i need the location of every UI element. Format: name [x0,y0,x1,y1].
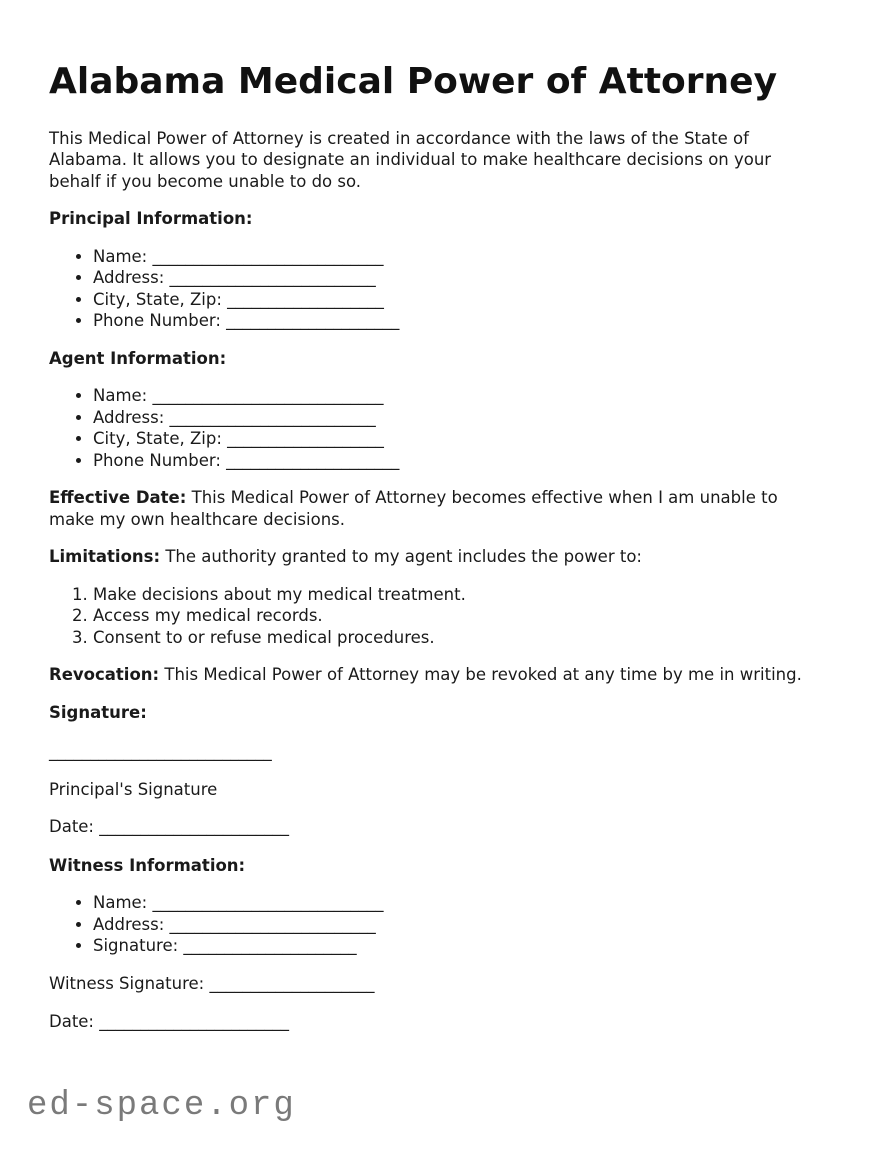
blank-line: _______________________ [99,1012,289,1032]
limitation-item-2: 2. Access my medical records. [93,605,848,627]
principal-date-row [49,816,848,838]
limitations-text: The authority granted to my agent includes the power to: [165,547,642,567]
principal-city-state-zip-field [93,289,848,311]
date-label: Date: [49,1012,94,1032]
field-label: Name: [93,893,148,913]
field-label: Name: [93,246,148,266]
field-label: Address: [93,268,165,288]
blank-line: ___________________________ [49,742,272,762]
blank-line: _____________________ [226,450,400,470]
effective-date-label: Effective Date: [49,488,187,508]
agent-address-field [93,407,848,429]
field-label: City, State, Zip: [93,429,222,449]
field-label: Address: [93,407,165,427]
limitations-paragraph [49,546,848,568]
principal-information-heading: Principal Information: [49,209,253,229]
limitation-item-1: 1. Make decisions about my medical treatment. [93,584,848,606]
intro-line-2: Alabama. It allows you to designate an individual to make healthcare decisions on your [49,150,772,170]
principal-signature-caption: Principal's Signature [49,779,218,799]
principal-field-list [49,246,848,332]
blank-line: _____________________ [226,311,400,331]
blank-line: ___________________ [227,429,384,449]
blank-line: _______________________ [99,817,289,837]
witness-date-row [49,1011,848,1033]
field-label: City, State, Zip: [93,289,222,309]
blank-line: _____________________ [183,936,357,956]
watermark-text: ed-space.org [27,1087,296,1125]
witness-signature-row [49,973,848,995]
field-label: Signature: [93,936,179,956]
principal-signature-blank [49,741,848,763]
date-label: Date: [49,817,94,837]
principal-address-field [93,267,848,289]
witness-signature-label: Witness Signature: [49,973,205,993]
effective-date-line-2: make my own healthcare decisions. [49,509,346,529]
limitation-item-3: 3. Consent to or refuse medical procedures. [93,627,848,649]
limitations-label: Limitations: [49,547,161,567]
blank-line: _________________________ [169,914,376,934]
blank-line: ____________________________ [152,386,384,406]
blank-line: ___________________ [227,289,384,309]
agent-field-list [49,385,848,471]
witness-signature-field [93,935,848,957]
blank-line: ____________________________ [152,893,384,913]
revocation-text: This Medical Power of Attorney may be revoked at any time by me in writing. [164,665,802,685]
agent-phone-field [93,450,848,472]
limitations-list [49,584,848,649]
witness-address-field [93,914,848,936]
field-label: Phone Number: [93,311,221,331]
witness-field-list [49,892,848,957]
intro-paragraph [49,128,848,193]
revocation-paragraph [49,664,848,686]
blank-line: _________________________ [169,407,376,427]
intro-line-3: behalf if you become unable to do so. [49,171,362,191]
signature-heading: Signature: [49,702,147,722]
field-label: Address: [93,914,165,934]
intro-line-1: This Medical Power of Attorney is created in accordance with the laws of the State of [49,128,749,148]
agent-city-state-zip-field [93,428,848,450]
principal-name-field [93,246,848,268]
revocation-label: Revocation: [49,665,160,685]
blank-line: ____________________________ [152,246,384,266]
page-title: Alabama Medical Power of Attorney [49,61,778,102]
witness-information-heading: Witness Information: [49,855,246,875]
effective-date-paragraph [49,487,848,530]
field-label: Name: [93,386,148,406]
principal-phone-field [93,310,848,332]
effective-date-line-1: This Medical Power of Attorney becomes effective when I am unable to [191,488,778,508]
agent-name-field [93,385,848,407]
witness-name-field [93,892,848,914]
agent-information-heading: Agent Information: [49,348,227,368]
field-label: Phone Number: [93,450,221,470]
blank-line: ____________________ [209,973,375,993]
blank-line: _________________________ [169,268,376,288]
